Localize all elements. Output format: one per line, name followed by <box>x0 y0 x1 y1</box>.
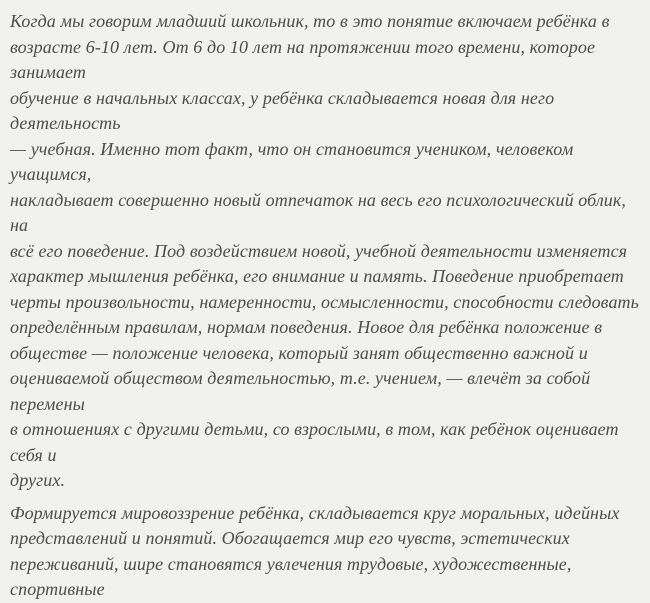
paragraph: Когда мы говорим младший школьник, то в это понятие включаем ребёнка в возрасте 6-10 лет. От 6 до 10 лет на протяжении того времени, которое занимает обучение в начальных классах, у ребёнка складывается новая для него деятельность — учебная. Именно тот факт, что он становится учеником, человеком учащимся, накладывает совершенно новый отпечаток на весь его психологический облик, на всё его поведение. Под воздействием новой, учебной деятельности изменяется характер мышления ребёнка, его внимание и память. Поведение приобретает черты произвольности, намеренности, осмысленности, способности следовать определённым правилам, нормам поведения. Новое для ребёнка положение в обществе — положение человека, который занят общественно важной и оцениваемой обществом деятельностью, т.е. учением, — влечёт за собой перемены в отношениях с другими детьми, со взрослыми, в том, как ребёнок оценивает себя и других. <box>10 11 639 490</box>
paragraph: Формируется мировоззрение ребёнка, складывается круг моральных, идейных представлений и понятий. Обогащается мир его чувств, эстетических переживаний, шире становятся увлечения трудовые, художественные, спортивные <box>10 502 620 599</box>
